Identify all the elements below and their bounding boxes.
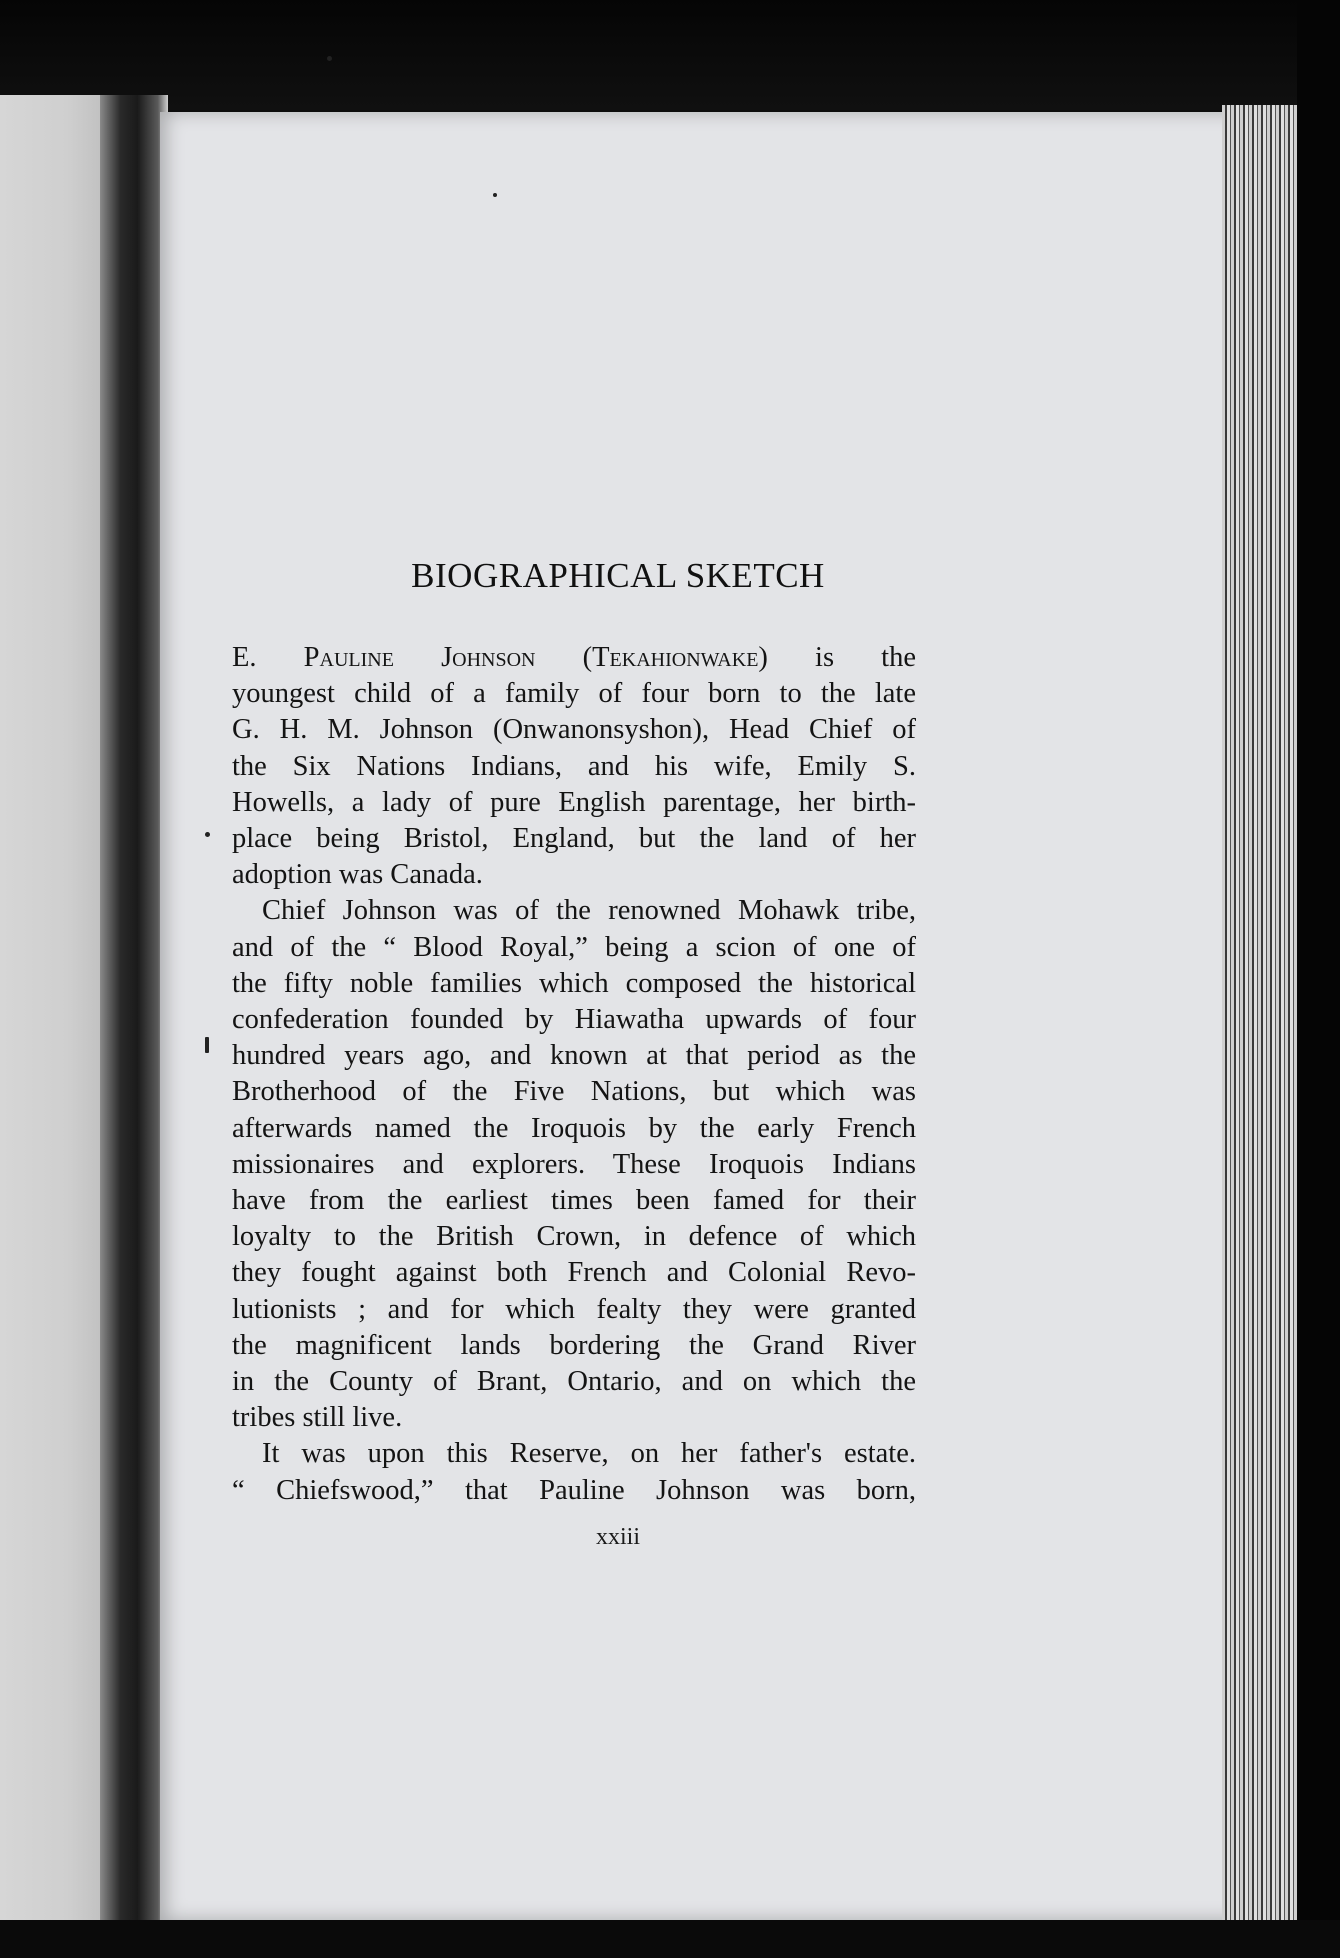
- paragraph-2: [232, 893, 916, 1436]
- text-line: place being Bristol, England, but the land of her: [232, 823, 916, 855]
- text-line: E. Pauline Johnson (Tekahionwake) is the: [232, 642, 916, 673]
- text-line: “ Chiefswood,” that Pauline Johnson was born,: [232, 1474, 916, 1506]
- text-line: they fought against both French and Colonial Revo-: [232, 1257, 916, 1289]
- paragraph-3: [232, 1436, 916, 1508]
- book-gutter: [100, 95, 168, 1930]
- text-line: lutionists ; and for which fealty they were granted: [232, 1293, 916, 1325]
- text-line: confederation founded by Hiawatha upwards of four: [232, 1004, 916, 1036]
- scan-speck: [205, 1037, 209, 1053]
- text-line: the Six Nations Indians, and his wife, Emily S.: [232, 750, 916, 782]
- text-line: hundred years ago, and known at that period as the: [232, 1040, 916, 1072]
- text-line: adoption was Canada.: [232, 859, 483, 891]
- text-line: and of the “ Blood Royal,” being a scion of one of: [232, 931, 916, 963]
- text-line: loyalty to the British Crown, in defence of which: [232, 1221, 916, 1253]
- text-line: Brotherhood of the Five Nations, but which was: [232, 1076, 916, 1108]
- text-line: have from the earliest times been famed for their: [232, 1185, 916, 1217]
- text-line: Chief Johnson was of the renowned Mohawk tribe,: [262, 895, 916, 927]
- text-line: tribes still live.: [232, 1402, 403, 1434]
- text-line: G. H. M. Johnson (Onwanonsyshon), Head Chief of: [232, 714, 916, 746]
- page-title: BIOGRAPHICAL SKETCH: [411, 556, 825, 595]
- facing-page-edge: [0, 95, 112, 1930]
- scan-speck: [205, 832, 210, 837]
- text-line: It was upon this Reserve, on her father's estate.: [262, 1438, 916, 1470]
- paragraph-1: [232, 640, 916, 893]
- page-stack-edges: [1222, 105, 1297, 1925]
- text-line: the magnificent lands bordering the Grand River: [232, 1329, 916, 1361]
- page-number: xxiii: [595, 1524, 640, 1550]
- text-line: in the County of Brant, Ontario, and on which the: [232, 1366, 916, 1398]
- text-line: Howells, a lady of pure English parentage, her birth-: [232, 786, 916, 818]
- text-line: missionaires and explorers. These Iroquois Indians: [232, 1148, 916, 1180]
- text-line: afterwards named the Iroquois by the early French: [232, 1112, 916, 1144]
- scan-speck: [493, 193, 497, 197]
- scan-bottom-border: [0, 1920, 1340, 1958]
- scan-top-border: [0, 0, 1340, 110]
- body-text: [232, 640, 916, 1509]
- text-line: the fifty noble families which composed the historical: [232, 967, 916, 999]
- text-line: youngest child of a family of four born to the late: [232, 678, 916, 710]
- scan-speck: [327, 56, 332, 61]
- scan-right-border: [1297, 0, 1340, 1958]
